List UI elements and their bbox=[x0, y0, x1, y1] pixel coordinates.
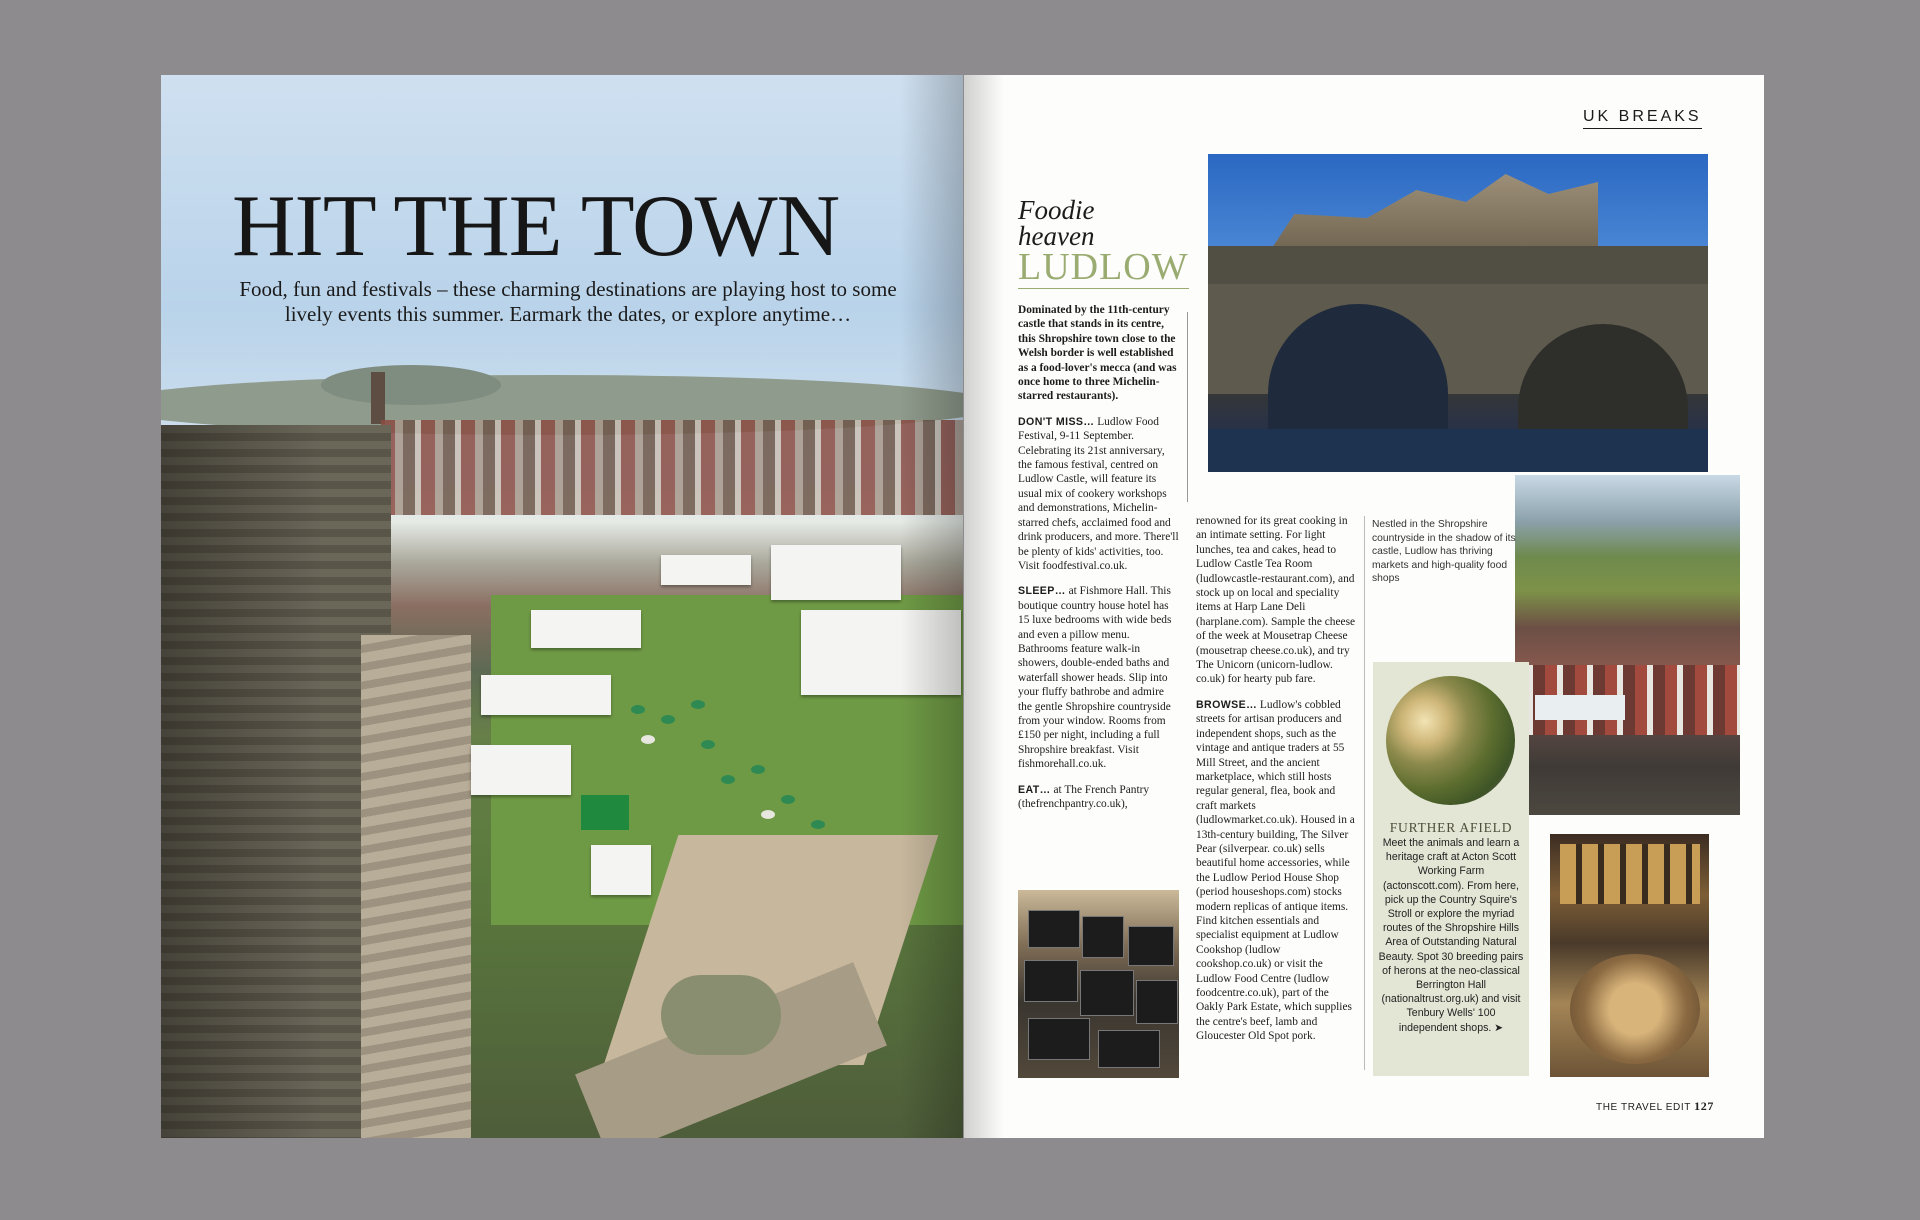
marquee bbox=[531, 610, 641, 648]
sleep-paragraph bbox=[1018, 584, 1180, 771]
intro-standfirst: Food, fun and festivals – these charming destinations are playing host to some lively events this summer. Earmark the dates, or explore anytime… bbox=[239, 277, 897, 326]
gutter-shadow bbox=[964, 75, 1004, 1138]
castle-parapet bbox=[361, 635, 471, 1138]
umbrella bbox=[691, 700, 705, 709]
marquee bbox=[481, 675, 611, 715]
umbrella bbox=[631, 705, 645, 714]
shropshire-hills-photo bbox=[1386, 676, 1515, 805]
market-stalls bbox=[1535, 695, 1625, 720]
cheese-counter-photo bbox=[1018, 890, 1179, 1078]
marquee bbox=[591, 845, 651, 895]
price-board bbox=[1028, 910, 1080, 948]
garlic-basket bbox=[1570, 954, 1700, 1064]
price-board bbox=[1028, 1018, 1090, 1060]
price-board bbox=[1098, 1030, 1160, 1068]
subhead-dont-miss: DON'T MISS… bbox=[1018, 415, 1095, 428]
price-board bbox=[1024, 960, 1078, 1002]
wall-shadow bbox=[161, 425, 391, 1138]
umbrella bbox=[781, 795, 795, 804]
marquee bbox=[771, 545, 901, 600]
eat-text: at The French Pantry (thefrenchpantry.co.uk), bbox=[1018, 783, 1150, 810]
subhead-eat: EAT… bbox=[1018, 783, 1051, 796]
dont-miss-text: Ludlow Food Festival, 9-11 September. Celebrating its 21st anniversary, the famous festival, centred on Ludlow Castle, will feature its usual mix of cookery workshops and demonstrations, Michelin-starred chefs, acclaimed food and drink producers, and more. There'll be plenty of kids' activities, too. Visit foodfestival.co.uk. bbox=[1018, 415, 1179, 572]
price-board bbox=[1128, 926, 1174, 966]
kicker-line: Foodie bbox=[1018, 195, 1095, 225]
photo-caption: Nestled in the Shropshire countryside in the shadow of its castle, Ludlow has thriving markets and high-quality food shops bbox=[1372, 519, 1516, 585]
umbrella bbox=[641, 735, 655, 744]
eat-paragraph bbox=[1018, 783, 1180, 812]
umbrella bbox=[661, 715, 675, 724]
green-gazebo bbox=[581, 795, 629, 830]
dont-miss-paragraph bbox=[1018, 415, 1180, 573]
section-tag: UK BREAKS bbox=[1583, 108, 1702, 129]
jar-shelf bbox=[1560, 844, 1700, 904]
headline: HIT THE TOWN bbox=[232, 178, 840, 275]
castle-ruins bbox=[1268, 174, 1598, 254]
subhead-browse: BROWSE… bbox=[1196, 698, 1258, 711]
further-afield-text: Meet the animals and learn a heritage craft at Acton Scott Working Farm (actonscott.com). From here, pick up the Country Squire's Stroll or explore the myriad routes of the Shropshire Hills Area of Outstanding Natural Beauty. Spot 30 breeding pairs of herons at the neo-classical Berrington Hall (nationaltrust.org.uk) and visit Tenbury Wells' 100 independent shops. ➤ bbox=[1378, 837, 1524, 1034]
lead-paragraph: Dominated by the 11th-century castle that stands in its centre, this Shropshire town close to the Welsh border is well established as a food-lover's mecca (and was once home to three Michelin-starred restaurants). bbox=[1018, 304, 1177, 403]
umbrella bbox=[701, 740, 715, 749]
preserves-photo bbox=[1550, 834, 1709, 1077]
hill-peak bbox=[321, 365, 501, 405]
folio-label: THE TRAVEL EDIT bbox=[1596, 1102, 1691, 1113]
further-afield-title: FURTHER AFIELD bbox=[1389, 820, 1513, 835]
ludlow-town-photo bbox=[1515, 475, 1740, 815]
umbrella bbox=[761, 810, 775, 819]
foliage bbox=[661, 975, 781, 1055]
caption-rule bbox=[1364, 516, 1365, 1070]
price-board bbox=[1080, 970, 1134, 1016]
castle-bridge-photo bbox=[1208, 154, 1708, 472]
article-column-2 bbox=[1196, 514, 1358, 1055]
browse-text: Ludlow's cobbled streets for artisan producers and independent shops, such as the vintage and antique traders at 55 Mill Street, and the ancient marketplace, which still hosts regular general, flea, book and craft markets (ludlowmarket.co.uk). Housed in a 13th-century building, The Silver Pear (silverpear. co.uk) sells beautiful home accessories, while the Ludlow Period House Shop (period houseshops.com) stocks modern replicas of antique items. Find kitchen essentials and specialist equipment at Ludlow Cookshop (ludlow cookshop.co.uk) or visit the Ludlow Food Centre (ludlow foodcentre.co.uk), part of the Oakly Park Estate, which supplies the centre's beef, lamb and Gloucester Old Spot pork. bbox=[1196, 698, 1355, 1043]
page-number: 127 bbox=[1694, 1099, 1714, 1113]
sleep-text: at Fishmore Hall. This boutique country house hotel has 15 luxe bedrooms with wide beds and even a pillow menu. Bathrooms feature walk-in showers, double-ended baths and waterfall shower heads. Slip into your fluffy bathrobe and admire the gentle Shropshire countryside from your window. Rooms from £150 per night, including a full Shropshire breakfast. Visit fishmorehall.co.uk. bbox=[1018, 585, 1172, 771]
umbrella bbox=[751, 765, 765, 774]
river bbox=[1208, 429, 1708, 472]
umbrella bbox=[811, 820, 825, 829]
subhead-sleep: SLEEP… bbox=[1018, 585, 1066, 598]
article-column-1 bbox=[1018, 303, 1180, 822]
browse-paragraph bbox=[1196, 698, 1358, 1044]
price-board bbox=[1082, 916, 1124, 958]
church-tower bbox=[371, 372, 385, 424]
marquee bbox=[661, 555, 751, 585]
place-title: LUDLOW bbox=[1018, 246, 1189, 288]
eat-continued: renowned for its great cooking in an intimate setting. For light lunches, tea and cakes, head to Ludlow Castle Tea Room (ludlowcastle-restaurant.com), and stock up on local and speciality items at Harp Lane Deli (harplane.com). Sample the cheese of the week at Mousetrap Cheese (mousetrap cheese.co.uk), and try The Unicorn (unicorn-ludlow. co.uk) for hearty pub fare. bbox=[1196, 515, 1356, 686]
folio bbox=[1596, 1099, 1714, 1114]
kicker-line: heaven bbox=[1018, 221, 1095, 251]
umbrella bbox=[721, 775, 735, 784]
town-rooftops bbox=[381, 420, 963, 515]
column-rule bbox=[1187, 312, 1188, 502]
kicker bbox=[1018, 197, 1094, 249]
price-board bbox=[1136, 980, 1178, 1024]
marquee bbox=[471, 745, 571, 795]
